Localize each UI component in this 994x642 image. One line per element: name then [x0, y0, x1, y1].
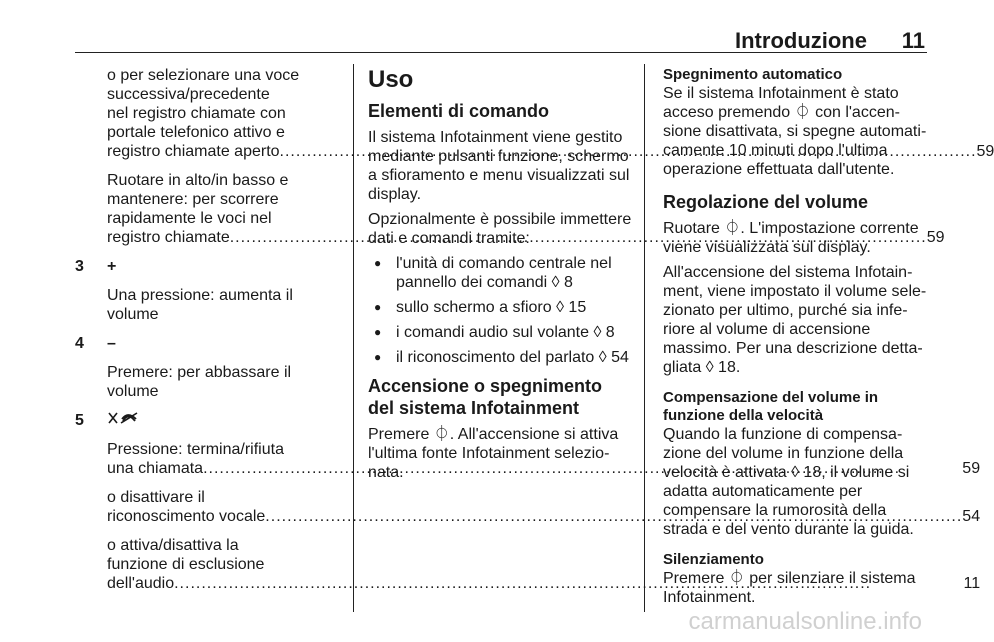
list-item: ● il riconoscimento del parlato ◊ 54	[368, 348, 632, 367]
plus-symbol: +	[107, 258, 117, 275]
item-number: 5	[75, 412, 84, 429]
list-item: ● sullo schermo a sfioro ◊ 15	[368, 298, 632, 317]
text-line: volume	[107, 306, 159, 323]
section-heading: Uso	[368, 66, 414, 93]
text-line: o attiva/disattiva la	[107, 537, 239, 554]
text-line: o per selezionare una voce	[107, 67, 300, 84]
minor-heading: Spegnimento automatico	[663, 66, 843, 83]
ref-label: riconoscimento vocale	[107, 508, 266, 525]
text-line: Premere: per abbassare il	[107, 364, 292, 381]
paragraph: Il sistema Infotainment viene gestito mediante pulsanti funzione, schermo a sfioramento e menu visualizzati sul display.	[368, 129, 630, 203]
ref-page: 59	[962, 460, 981, 477]
control-item-3	[75, 257, 339, 324]
ref-label: dell'audio	[107, 575, 175, 592]
section-title: Introduzione	[735, 28, 867, 53]
ref-page: 54	[962, 508, 981, 525]
minor-heading: Silenziamento	[663, 551, 764, 568]
page-number: 11	[901, 28, 925, 53]
item-number: 3	[75, 258, 84, 275]
column-3	[663, 66, 927, 613]
ref-label: registro chiamate aperto	[107, 143, 280, 160]
subsection-heading: Elementi di comando	[368, 101, 550, 121]
list-item: ● l'unità di comando centrale nel pannello dei comandi ◊ 8	[368, 254, 632, 292]
paragraph: Premere ⏀ per silenziare il sistema Infotainment.	[663, 570, 916, 606]
paragraph: Ruotare ⏀. L'impostazione corrente viene visualizzata sul display.	[663, 220, 919, 256]
ref-page: 11	[963, 575, 981, 592]
paragraph: Se il sistema Infotainment è stato acceso premendo ⏀ con l'accensione disattivata, si spegne automaticamente 10 minuti dopo l'ultima operazione effettuata dall'utente.	[663, 85, 927, 178]
page-header	[75, 22, 927, 53]
text-line: Ruotare in alto/in basso e	[107, 172, 289, 189]
text-line: successiva/precedente	[107, 86, 270, 103]
ref-label: registro chiamate	[107, 229, 230, 246]
text-line: portale telefonico attivo e	[107, 124, 285, 141]
text-line: rapidamente le voci nel	[107, 210, 272, 227]
text-line: volume	[107, 383, 159, 400]
page-reference-line	[107, 142, 994, 161]
minus-symbol: –	[107, 335, 116, 352]
watermark-text: carmanualsonline.info	[688, 608, 922, 635]
subsection-heading: Regolazione del volume	[663, 192, 869, 212]
text-line: mantenere: per scorrere	[107, 191, 279, 208]
paragraph: All'accensione del sistema Infotainment, viene impostato il volume selezionato per ultimo, purché sia inferiore al volume di accensione massimo. Per una descrizione dettagliata ◊ 18.	[663, 264, 927, 376]
ref-page: 59	[976, 143, 994, 160]
subsection-heading: Accensione o spegnimento del sistema Infotainment	[368, 376, 603, 418]
column-2	[368, 66, 632, 488]
ref-page: 59	[926, 229, 945, 246]
bullet-list	[368, 254, 632, 367]
text-line: Pressione: termina/rifiuta	[107, 441, 284, 458]
minor-heading: Compensazione del volume in funzione della velocità	[663, 389, 879, 424]
text-line: o disattivare il	[107, 489, 205, 506]
list-item: ● i comandi audio sul volante ◊ 8	[368, 323, 632, 342]
text-line: funzione di esclusione	[107, 556, 265, 573]
ref-label: una chiamata	[107, 460, 204, 477]
item-number: 4	[75, 335, 84, 352]
paragraph: Quando la funzione di compensazione del volume in funzione della velocità è attivata ◊ 18, il volume si adatta automaticamente per compensare la rumorosità della strada e del vento durante la guida.	[663, 426, 914, 538]
control-item-4	[75, 334, 339, 401]
end-call-icon	[107, 411, 147, 425]
paragraph: Premere ⏀. All'accensione si attiva l'ultima fonte Infotainment selezionata.	[368, 426, 619, 481]
paragraph: Opzionalmente è possibile immettere dati e comandi tramite:	[368, 211, 632, 247]
text-line: nel registro chiamate con	[107, 105, 286, 122]
text-line: Una pressione: aumenta il	[107, 287, 293, 304]
